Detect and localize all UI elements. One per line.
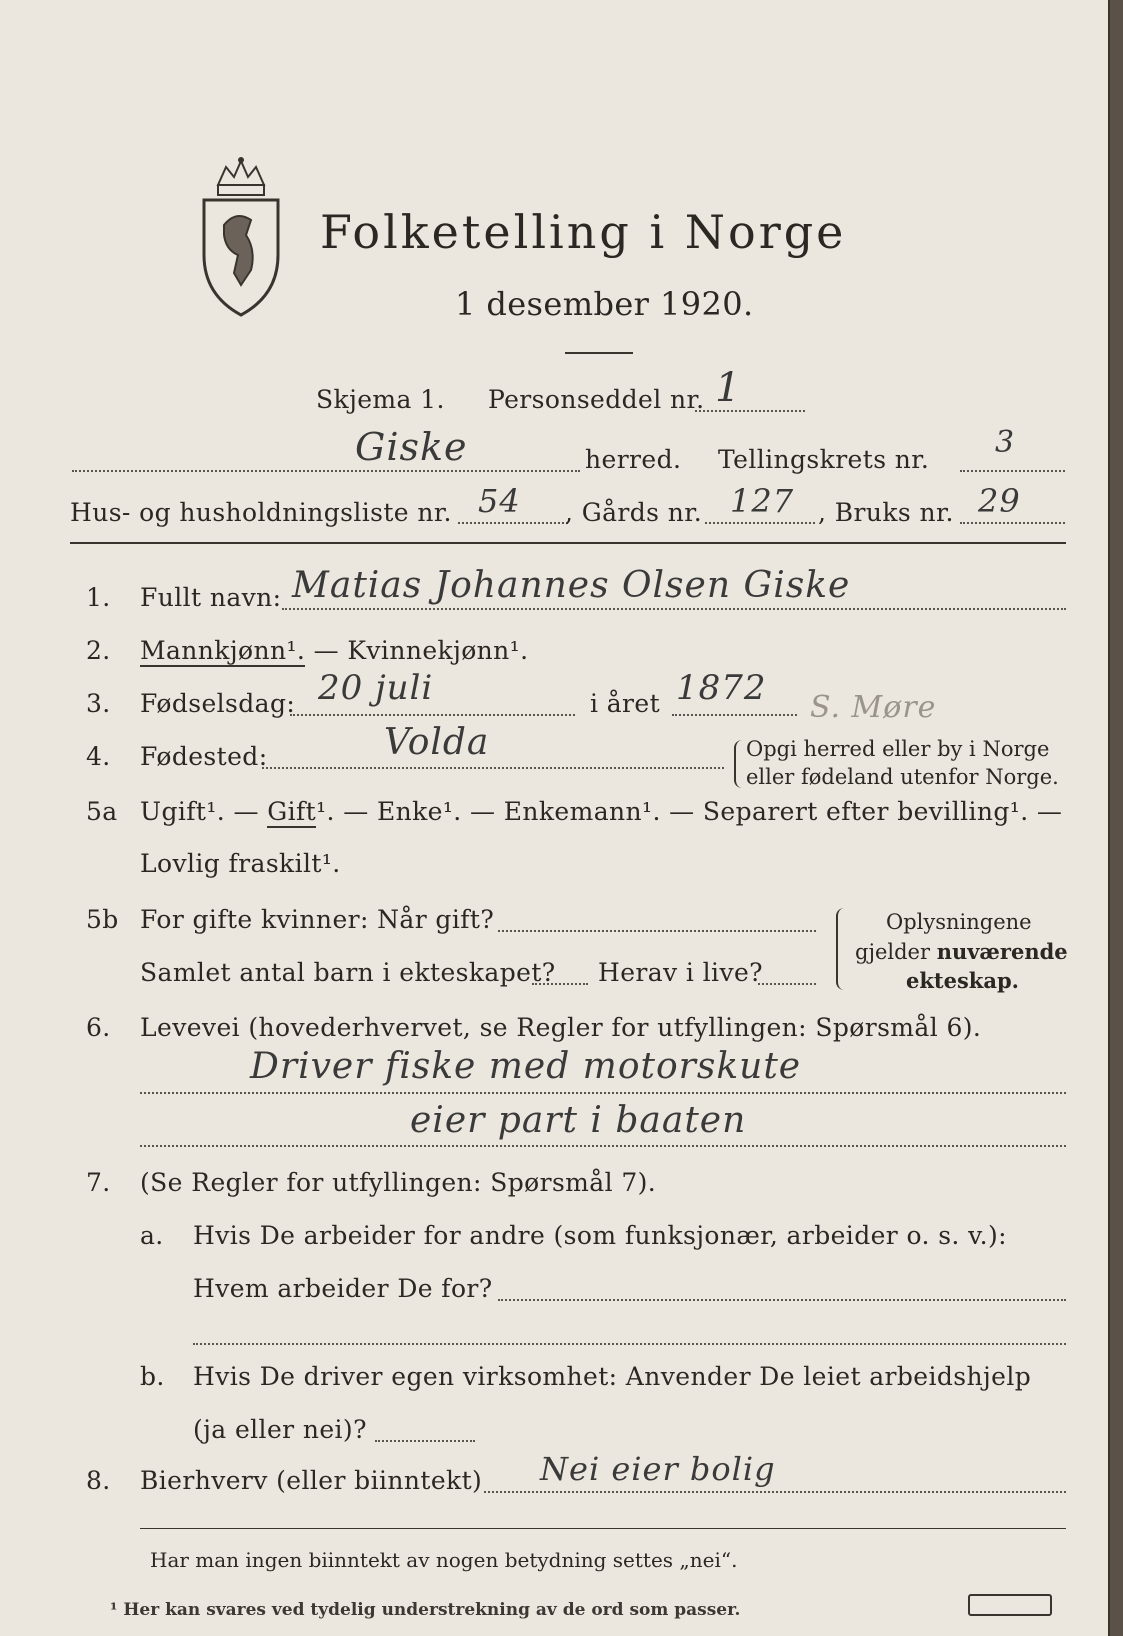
q6-value-line2: eier part i baaten [410, 1100, 747, 1141]
q5a-text [140, 797, 1062, 826]
q5b-line3 [758, 983, 816, 985]
q5b-hint-gjelder: gjelder [855, 940, 937, 964]
title-divider [565, 352, 633, 354]
q8-label: Bierhverv (eller biinntekt) [140, 1466, 483, 1495]
q6-line2 [140, 1145, 1066, 1147]
q8-line [484, 1491, 1066, 1493]
q5b-label3: Herav i live? [598, 958, 763, 987]
q4-hint-line2: eller fødeland utenfor Norge. [746, 765, 1059, 789]
herred-line [72, 470, 580, 472]
q7-number: 7. [86, 1168, 111, 1197]
q4-number: 4. [86, 742, 111, 771]
herred-value: Giske [355, 425, 468, 469]
personseddel-value: 1 [715, 365, 742, 411]
q5b-hint-line1: Oplysningene [886, 910, 1032, 934]
bruks-value: 29 [978, 482, 1021, 520]
schema-label: Skjema 1. [316, 385, 445, 414]
personseddel-line [695, 410, 805, 412]
tellingskrets-label: Tellingskrets nr. [718, 445, 930, 474]
q7a-line1 [498, 1299, 1066, 1301]
q1-value: Matias Johannes Olsen Giske [292, 565, 851, 606]
q3-value: 20 juli [318, 668, 434, 708]
q6-value-line1: Driver fiske med motorskute [250, 1046, 802, 1087]
q7-label: (Se Regler for utfyllingen: Spørsmål 7). [140, 1168, 657, 1197]
husliste-value: 54 [478, 482, 521, 520]
census-date: 1 desember 1920. [455, 285, 754, 323]
tellingskrets-line [960, 470, 1065, 472]
q5b-label1: For gifte kvinner: Når gift? [140, 905, 495, 934]
tellingskrets-value: 3 [995, 425, 1016, 460]
bruks-line [960, 522, 1065, 524]
q3-label: Fødselsdag: [140, 689, 296, 718]
q7a-sub: Hvem arbeider De for? [193, 1274, 493, 1303]
bruks-label: , Bruks nr. [818, 498, 954, 527]
q5b-hint-line2 [855, 939, 1068, 964]
q1-line [282, 608, 1066, 610]
q3-note: S. Møre [810, 690, 937, 725]
q5b-label2: Samlet antal barn i ekteskapet? [140, 958, 556, 987]
footer-note: Har man ingen biinntekt av nogen betydning settes „nei“. [150, 1548, 738, 1572]
q5b-line2 [532, 983, 588, 985]
q6-line1 [140, 1092, 1066, 1094]
q3-year-label: i året [590, 689, 661, 718]
q7b-text: Hvis De driver egen virksomhet: Anvender De leiet arbeidshjelp [193, 1362, 1032, 1391]
q3-year-value: 1872 [676, 668, 767, 708]
gards-value: 127 [730, 482, 795, 520]
q1-label: Fullt navn: [140, 583, 282, 612]
q2-text [140, 636, 528, 665]
q4-hint-line1: Opgi herred eller by i Norge [746, 737, 1050, 761]
personseddel-label: Personseddel nr. [488, 385, 705, 414]
husliste-line [458, 522, 568, 524]
herred-label: herred. [585, 445, 682, 474]
q7a-letter: a. [140, 1221, 164, 1250]
q5b-hint-nuvaerende: nuværende [936, 939, 1068, 964]
q3-year-line [672, 714, 797, 716]
q8-number: 8. [86, 1466, 111, 1495]
q5a-option-rest: ¹. — Enke¹. — Enkemann¹. — Separert efter bevilling¹. — [316, 797, 1063, 826]
q7b-letter: b. [140, 1362, 165, 1391]
q4-hint-brace [734, 740, 742, 788]
q2-option-mann: Mannkjønn¹. [140, 636, 306, 665]
q5a-line2: Lovlig fraskilt¹. [140, 849, 341, 878]
q5a-option-gift: Gift [267, 797, 317, 826]
q3-number: 3. [86, 689, 111, 718]
husliste-label: Hus- og husholdningsliste nr. [70, 498, 452, 527]
q5b-hint-line3: ekteskap. [906, 968, 1019, 993]
q7a-text: Hvis De arbeider for andre (som funksjonær, arbeider o. s. v.): [193, 1221, 1008, 1250]
q5b-line1 [498, 930, 816, 932]
q4-line [262, 767, 724, 769]
gards-label: , Gårds nr. [565, 498, 703, 527]
header-divider [70, 542, 1066, 544]
footer-divider [140, 1528, 1066, 1529]
q1-number: 1. [86, 583, 111, 612]
q6-label: Levevei (hovederhvervet, se Regler for utfyllingen: Spørsmål 6). [140, 1013, 982, 1042]
q3-line [290, 714, 575, 716]
q2-number: 2. [86, 636, 111, 665]
gards-line [705, 522, 815, 524]
printer-stamp [968, 1594, 1052, 1616]
q7b-sub: (ja eller nei)? [193, 1415, 367, 1444]
q4-label: Fødested: [140, 742, 268, 771]
form-title: Folketelling i Norge [320, 205, 847, 259]
q2-option-rest: — Kvinnekjønn¹. [305, 636, 529, 665]
q6-number: 6. [86, 1013, 111, 1042]
q7b-line [375, 1440, 475, 1442]
q8-value: Nei eier bolig [540, 1450, 776, 1488]
q5a-option-ugift: Ugift¹. — [140, 797, 268, 826]
footnote: ¹ Her kan svares ved tydelig understrekning av de ord som passer. [110, 1600, 741, 1620]
q5b-number: 5b [86, 905, 119, 934]
q5b-hint-brace [836, 908, 846, 990]
coat-of-arms-icon [196, 155, 286, 325]
q7a-line2 [193, 1343, 1066, 1345]
q5a-number: 5a [86, 797, 118, 826]
q4-value: Volda [384, 722, 490, 763]
